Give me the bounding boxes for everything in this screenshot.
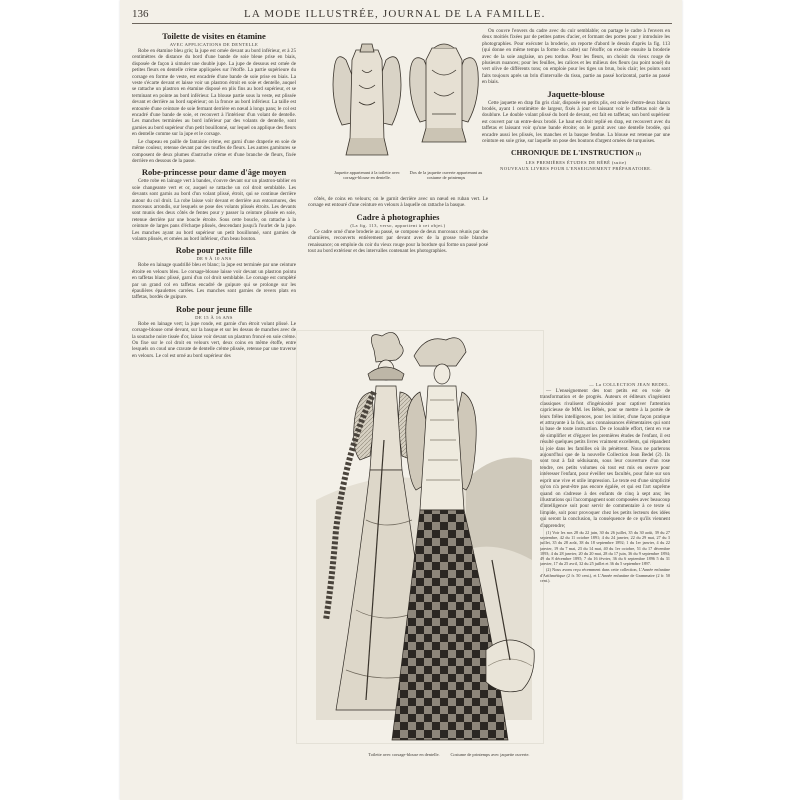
jacket-illustration (326, 30, 486, 190)
section-subtitle: DE 15 À 16 ANS (195, 314, 233, 320)
page-header (132, 8, 672, 22)
middle-column (308, 196, 488, 342)
section-subtitle: LES PREMIÈRES ÉTUDES DE BÉBÉ (suite) (525, 159, 627, 165)
footnote: (1) Voir les nos 28 du 22 juin, 30 du 26 juillet, 35 du 30 août, 39 du 27 septembre, 42 du 11 octobre 1891; 4 du 24 janvier, 22 du 29 mai, 27 du 3 juillet, 35 du 28 août, 38 du 18 septembre 1892; 1 du 1er janvier, 4 du 22 janvier, 19 du 7 mai, 23 du 14 mai, 40 du 1er octobre, 51 du 17 décembre 1893; 4 du 28 janvier, 20 du 20 mai, 28 du 17 juin, 36 du 9 septembre 1894; 49 du 8 décembre 1895; 7 du 16 février, 36 du 6 septembre 1896 5 du 31 janvier, 17 du 25 avril, 32 du 25 juillet et 36 du 5 septembre 1897. (540, 529, 670, 567)
chronicle-title: CHRONIQUE DE L'INSTRUCTION (511, 147, 634, 157)
footnote-marker: (1) (635, 150, 641, 156)
section-subtitle: DE 9 À 10 ANS (196, 256, 232, 262)
left-column (132, 28, 296, 798)
figure-caption: Dos de la jaquette ouverte appartenant au costume de printemps (409, 170, 483, 181)
journal-title: LA MODE ILLUSTRÉE, JOURNAL DE LA FAMILLE. (244, 8, 546, 20)
section-text: côtés, de coins en velours; on le garnit derrière avec un nœud en ruban vert. Le corsage est entouré d'une ceinture en velours à laquelle on rattache la basque. (308, 196, 488, 209)
section-title: Cadre à photographies (356, 211, 440, 222)
section-text: Cette jaquette en drap fin gris clair, disposée en petits plis, est ornée d'entre-deux blancs brodés, ayant 1 centimètre de largeur, fixés à jour et laissant voir le taffetas noir de la doublure. Le double volant plissé du bord de devant, est fait en taffetas; son bord supérieur est couvert par un entre-deux brodé. Le haut est droit replié en drap, est recouvert avec du taffetas et laissant voir qu'une bande étroite; on le garnit avec une dentelle brodée, qui encadre aussi les plissés, les manches et la basque fendue. La blouse est retenue par une ceinture en soie grise, sur laquelle on pose des boutons d'argent ornées de turquoises. (482, 99, 670, 145)
section-text: — L'enseignement des tout petits est en voie de transformation et de progrès. Auteurs et éditeurs s'ingénient classiques rivalisent d'ingéniosité pour captiver l'attention capricieuse de MM. les Bébés, pour se mettre à la portée de leurs frêles intelligences, pour les initier, d'une façon pratique et attrayante à la fois, aux connaissances élémentaires qui sont la base de toute instruction. De ce louable effort, tient en vue de simplifier et d'égayer les premières études de l'enfant, il est résulté quelques petits livres vraiment excellents, qui répandent la joie dans les familles où ils pénètrent. Nous ne parlerons aujourd'hui que de la nouvelle Collection Jean Bedel (2). Ils sont tout à fait séduisants, sous leur couverture d'un rose tendre, ces petits volumes où tout est mis en œuvre pour intéresser l'enfant, pour éveiller ses facultés, pour faire sur son esprit une vive et utile impression. Le texte est d'une simplicité qu'on n'a peut-être pas encore égalée, et qui est l'art suprême quand on s'adresse à des enfants de cinq à sept ans; les illustrations qui l'accompagnent sont composées avec beaucoup d'intelligence soit pour servir de commentaire à ce texte si limpide, soit pour provoquer chez les petits lecteurs des idées qui seront la conclusion, la conséquence de ce qu'ils viennent d'apprendre; (540, 388, 670, 529)
right-column-top (482, 28, 670, 382)
plate-caption-right: Costume de printemps avec jaquette ouverte. (450, 752, 530, 757)
page-number: 136 (132, 8, 149, 20)
plate-caption-left: Toilette avec corsage-blouse en dentelle. (368, 752, 440, 757)
section-text: Robe en lainage quadrillé bleu et blanc; la jupe est terminée par une ceinture étroite en velours bleu. Le corsage-blouse laisse voir devant un plastron pointu en taffetas blanc plissé, garni d'un col droit semblable. Le corsage est complété par un grand col en taffetas encadré de guipure qui se prolonge sur les épaulières épaulettes carrées. Les manches sont garnies de revers plats en taffetas, bordés de guipure. (132, 262, 296, 301)
section-title: Robe pour jeune fille (175, 303, 253, 314)
section-title: Jaquette-blouse (547, 88, 605, 99)
section-text: On couvre l'envers du cadre avec du cuir semblable; on partage le cadre à l'envers en deux moitiés fixées par de petites pattes d'acier, et formant des portes pour y introduire les photographies. Pour exécuter la broderie, on reporte d'abord le dessin d'après la fig. 113 (qui donne en même temps la forme du cadre) sur l'étoffe; on exécute ensuite la broderie avec de la soie anglaise, un peu tordue. Pour les fleurs, on choisit du vieux rouge de plusieurs nuances; pour les feuilles, les calices et les milieux des fleurs (au point noué) du vert olive de différents tons; on emploie pour les tiges un brun, bois clair; les points sont faits toujours après un brin d'intervalle du tissu, partie au passé horizontal, partie au passé en biais. (482, 28, 670, 86)
section-title: Robe-princesse pour dame d'âge moyen (141, 167, 287, 178)
section-text: Cette robe en lainage vert à bandes, s'ouvre devant sur un plastron-tablier en soie changeante vert et or, auquel se rattache un col droit semblable. Les devants sont garnis au bord d'un volant plissé, étroit, qui se continue derrière autour du col droit. La robe laisse voir devant et derrière aux entournures, des morceaux arrondis, sur lesquels se pose des volants plissés étroits. Les devants sont munis des deux côtés de fentes pour y passer la ceinture plissée en soie, retenue derrière par une boucle étroite. Sous cette boucle, on rattache à la ceinture de larges pans d'écharpe plissés, descendant jusqu'à l'ourlet de la jupe. Les manches ayant au bord supérieur un petit bouillonné, sont garnies de volants plissés, et ornées au bord inférieur, d'un beau bouton. (132, 178, 296, 242)
figure-caption: Jaquette appartenant à la toilette avec corsage-blouse en dentelle. (334, 170, 400, 181)
footnote: (2) Nous avons reçu récemment dans cette collection, L'Année enfantine d'Arithmétique (2 fr. 50 cent.), et L'Année enfantine de Grammaire (2 fr. 50 cent.). (540, 567, 670, 583)
journal-page (120, 0, 682, 800)
section-title: Toilette de visites en étamine (162, 31, 266, 41)
section-subtitle: AVEC APPLICATIONS DE DENTELLE (169, 42, 259, 47)
section-subtitle: NOUVEAUX LIVRES POUR L'ENSEIGNEMENT PRÉPARATOIRE. (500, 165, 652, 171)
section-text: Ce cadre orné d'une broderie au passé, se compose de deux morceaux réunis par des charnières, recouverts entièrement par devant avec de la grosse toile blanche renaissance; on emploie du coir du vieux rouge pour la bordure qui forme un passé posé tout au bord extérieur et des intervalles contenant les photographies. (308, 228, 488, 255)
section-text: Le chapeau en paille de fantaisie crème, est garni d'une draperie en soie de même couleur, retenue devant par des touffes de fleurs. Les autres garnitures se composent de deux plumes d'autruche crème et d'une branche de fleurs, fixée derrière en dessous de la passe. (132, 138, 296, 164)
right-column-bottom (540, 382, 670, 776)
header-rule (132, 23, 672, 24)
fashion-plate-illustration (296, 330, 544, 778)
section-title (482, 148, 670, 159)
section-subtitle: — La COLLECTION JEAN BEDEL. (589, 382, 670, 387)
section-subtitle: (La fig. 113, verso, appartient à cet objet.) (350, 222, 446, 228)
section-text: Robe en lainage vert; la jupe ronde, est garnie d'un étroit volant plissé. Le corsage-blouse orné devant, sur la basque et sur les dessus de manches avec de la soutache noire tissée d'or, laisse voir devant un plastron froncé en soie crème. On fixe sur le col droit en velours vert, deux coins en même étoffe, entre lesquels on coud une cravate de dentelle crème plissée, retenue par une traverse en velours. Le col est orné au bord supérieur des (132, 320, 296, 359)
section-title: Robe pour petite fille (175, 245, 253, 256)
section-text: Robe en étamine bleu gris; la jupe est ornée devant au bord inférieur, et à 25 centimètres de distance du bord d'une bande de soie bleue prise en biais, disposée de façon à simuler une double jupe. La jupe de dessous est ornée de petites fleurs en dentelle crème appliquées sur l'étoffe. La partie supérieure du corsage en forme de veste, est encadrée d'une bande de soie prise en biais. La veste s'écarte devant et laisse voir un plastron étroit en soie et dentelle, auquel se rattache un plastron en étamine disposé en plis fins au bord supérieur, et se terminant en pointe au bord inférieur. La blouse partie sous la veste, est plissée devant et derrière au bord supérieur; on la fronce au bord inférieur. La taille est entourée d'une ceinture de soie fermant derrière en nœud à longs pans; le col est encadré d'une bande de soie, et recouvert à l'intérieur d'un volant de dentelle. Les manches terminées au bord inférieur par des volants de dentelle, sont garnies au bord supérieur d'un petit bouillonné, sur lequel on applique des fleurs en dentelle comme sur la jupe et le corsage. (132, 48, 296, 138)
